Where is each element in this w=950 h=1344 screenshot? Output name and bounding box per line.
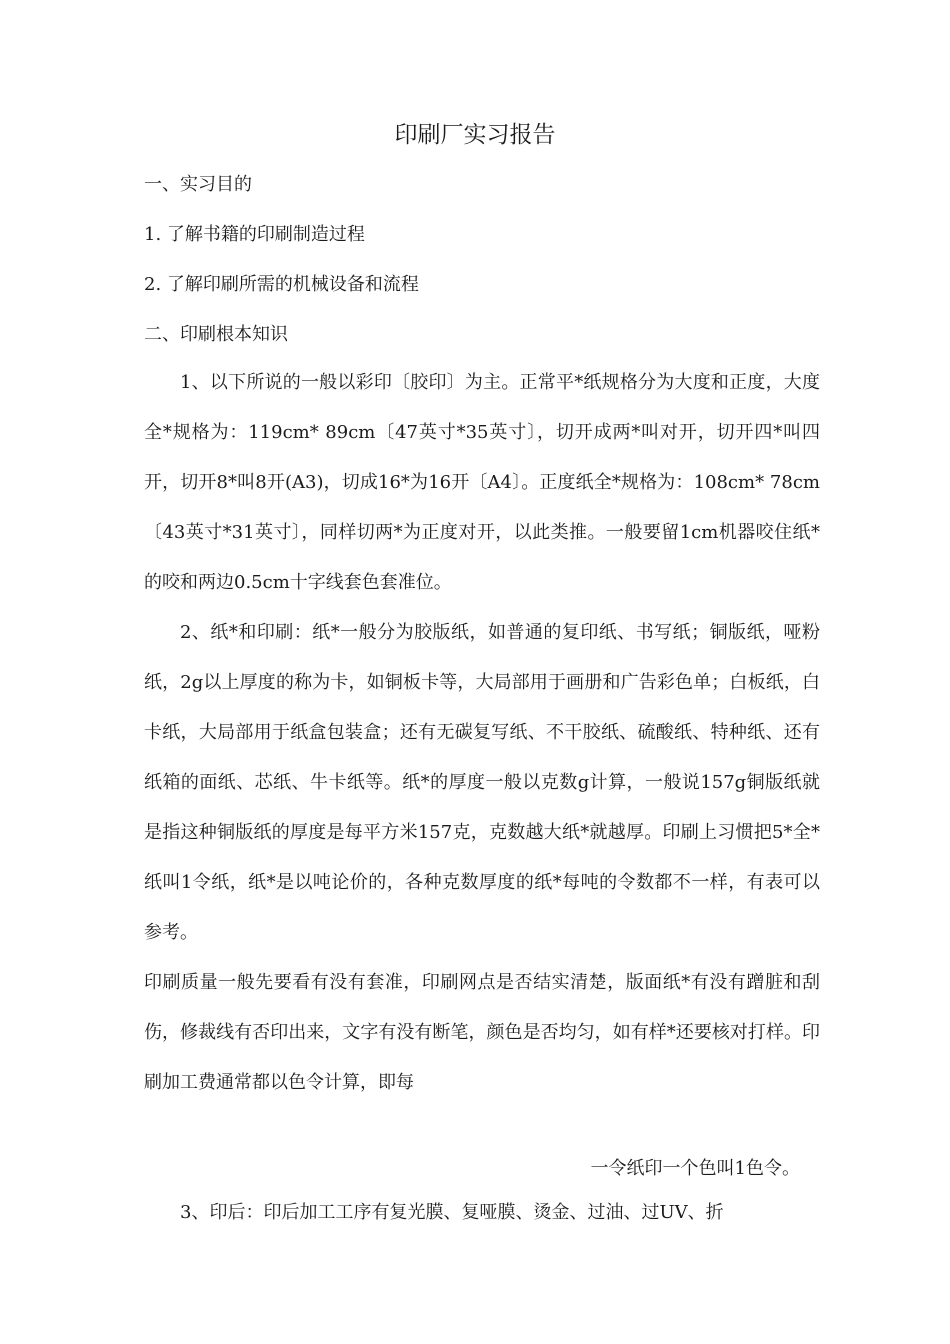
section-heading-basics: 二、印刷根本知识	[144, 324, 288, 345]
paragraph-paper-sizes: 1、以下所说的一般以彩印〔胶印〕为主。正常平*纸规格分为大度和正度，大度全*规格为：119cm* 89cm〔47英寸*35英寸〕，切开成两*叫对开，切开四*叫四开，切开8*叫8开(A3)，切成16*为16开〔A4〕。正度纸全*规格为：108cm* 78cm〔43英寸*31英寸〕，同样切两*为正度对开，以此类推。一般要留1cm机器咬住纸*的咬和两边0.5cm十字线套色套准位。	[144, 372, 820, 593]
paragraph-post-press: 3、印后：印后加工工序有复光膜、复哑膜、烫金、过油、过UV、折	[180, 1202, 724, 1223]
goal-item-2: 2. 了解印刷所需的机械设备和流程	[144, 274, 419, 295]
section-heading-goals: 一、实习目的	[144, 174, 252, 195]
goal-item-1: 1. 了解书籍的印刷制造过程	[144, 224, 365, 245]
document-title: 印刷厂实习报告	[394, 122, 556, 148]
paragraph-print-quality: 印刷质量一般先要看有没有套准，印刷网点是否结实清楚，版面纸*有没有蹭脏和刮伤，修裁线有否印出来，文字有没有断笔，颜色是否均匀，如有样*还要核对打样。印刷加工费通常都以色令计算，即每	[144, 972, 820, 1093]
paragraph-print-quality-end: 一令纸印一个色叫1色令。	[590, 1158, 800, 1179]
paragraph-paper-and-printing: 2、纸*和印刷：纸*一般分为胶版纸，如普通的复印纸、书写纸；铜版纸，哑粉纸，2g以上厚度的称为卡，如铜板卡等，大局部用于画册和广告彩色单；白板纸，白卡纸，大局部用于纸盒包装盒；还有无碳复写纸、不干胶纸、硫酸纸、特种纸、还有纸箱的面纸、芯纸、牛卡纸等。纸*的厚度一般以克数g计算，一般说157g铜版纸就是指这种铜版纸的厚度是每平方米157克，克数越大纸*就越厚。印刷上习惯把5*全*纸叫1令纸，纸*是以吨论价的，各种克数厚度的纸*每吨的令数都不一样，有表可以参考。	[144, 622, 820, 943]
